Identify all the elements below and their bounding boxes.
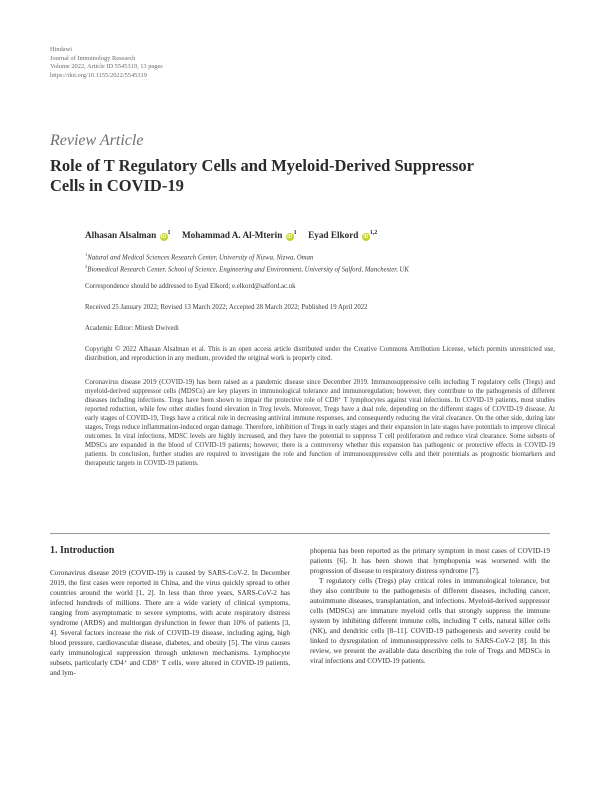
section-divider xyxy=(50,533,550,534)
abstract: Coronavirus disease 2019 (COVID-19) has been raised as a pandemic disease since December 2019. Immunosuppressive cells including T regulatory cells (Tregs) and myeloid-derived suppressor cells (MDSCs) are key players in immunological tolerance and immunoregulation; however, they contribute to the pathogenesis of different diseases including infections. Tregs have been shown to impair the protective role of CD8⁺ T lymphocytes against viral infections. In COVID-19 patients, most studies reported reduction, while few other studies found elevation in Treg levels. Moreover, Tregs have a dual role, depending on the different stages of COVID-19 disease. At early stages of COVID-19, Tregs have a critical role in decreasing antiviral immune responses, and consequently reducing the viral clearance. On the other side, during late stages, Tregs reduce inflammation-induced organ damage. Therefore, inhibition of Tregs in early stages and their expansion in late stages have potentials to improve clinical outcomes. In viral infections, MDSC levels are highly increased, and they have the potential to suppress T cell proliferation and reduce viral clearance. Some subsets of MDSCs are expanded in the blood of COVID-19 patients; however, there is a controversy whether this expansion has pathogenic or protective effects in COVID-19 patients. In conclusion, further studies are required to investigate the role and function of immunosuppressive cells and their potentials as prognostic biomarkers and therapeutic targets in COVID-19 patients. xyxy=(85,379,555,467)
author-name[interactable]: Mohammad A. Al-Mterin xyxy=(182,230,283,241)
affiliations xyxy=(85,250,555,275)
affiliation: $^2$Biomedical Research Center, School of Science, Engineering and Environment, University of Salford, Manchester, UK xyxy=(85,264,409,274)
paragraph: phopenia has been reported as the primary symptom in most cases of COVID-19 patients [6]. It has been shown that lymphopenia was worsened with the progression of disease to respiratory distress syndrome [7]. xyxy=(310,547,550,575)
publication-dates: Received 25 January 2022; Revised 13 March 2022; Accepted 28 March 2022; Published 19 April 2022 xyxy=(85,304,368,311)
author-list xyxy=(85,230,555,241)
title-line-1: Role of T Regulatory Cells and Myeloid-Derived Suppressor xyxy=(50,156,474,175)
author-name[interactable]: Eyad Elkord xyxy=(308,230,359,241)
author-affil-sup: 1,2 xyxy=(369,230,378,236)
correspondence: Correspondence should be addressed to Eyad Elkord; e.elkord@salford.ac.uk xyxy=(85,283,296,290)
title-line-2: Cells in COVID-19 xyxy=(50,176,184,195)
article-type: Review Article xyxy=(50,132,144,149)
author-name[interactable]: Alhasan Alsalman xyxy=(85,230,157,241)
orcid-icon[interactable]: iD xyxy=(161,234,167,241)
copyright-notice: Copyright © 2022 Alhasan Alsalman et al. This is an open access article distributed under the Creative Commons Attribution License, which permits unrestricted use, distribution, and reproduction in any medium, provided the original work is properly cited. xyxy=(85,346,555,362)
orcid-icon[interactable]: iD xyxy=(363,234,369,241)
affiliation: $^1$Natural and Medical Sciences Research Center, University of Nizwa, Nizwa, Oman xyxy=(85,252,314,262)
doi-link[interactable]: https://doi.org/10.1155/2022/5545319 xyxy=(50,71,147,79)
journal-info xyxy=(50,46,310,80)
article-title xyxy=(50,156,550,196)
academic-editor: Academic Editor: Mitesh Dwivedi xyxy=(85,325,179,332)
section-heading: 1. Introduction xyxy=(50,545,115,556)
orcid-icon[interactable]: iD xyxy=(287,234,293,241)
volume-line: Volume 2022, Article ID 5545319, 13 pages xyxy=(50,63,163,71)
column-right xyxy=(310,546,550,666)
column-left xyxy=(50,544,290,678)
paragraph: Coronavirus disease 2019 (COVID-19) is caused by SARS-CoV-2. In December 2019, the first cases were reported in China, and the virus quickly spread to other countries around the world [1, 2]. In less than three years, SARS-CoV-2 has infected hundreds of millions. There are a wide variety of clinical symptoms, ranging from asymptomatic to severe symptoms, with acute respiratory distress syndrome (ARDS) and multiorgan dysfunction in fewer than 10% of patients [3, 4]. Several factors increase the risk of COVID-19 disease, including aging, high blood pressure, cardiovascular disease, diabetes, and obesity [5]. The virus causes early immunological suppression through unknown mechanisms. Lymphocyte subsets, particularly CD4⁺ and CD8⁺ T cells, were altered in COVID-19 patients, and lym- xyxy=(50,569,290,677)
publisher-name: Hindawi xyxy=(50,46,73,53)
author-affil-sup: 1 xyxy=(293,230,297,236)
paragraph: T regulatory cells (Tregs) play critical roles in immunological tolerance, but they also contribute to the pathogenesis of different diseases, including cancer, autoimmune diseases, transplantation, and infections. Myeloid-derived suppressor cells (MDSCs) are immature myeloid cells that strongly suppress the immune system by inhibiting different immune cells, including T cells, natural killer cells (NK), and dendritic cells [8–11]. COVID-19 pathogenesis and severity could be linked to dysregulation of immunosuppressive cells to SARS-CoV-2 [8]. In this review, we present the available data describing the role of Tregs and MDSCs in viral infections and COVID-19 patients. xyxy=(310,577,550,665)
journal-name: Journal of Immunology Research xyxy=(50,54,136,62)
author-affil-sup: 1 xyxy=(167,230,171,236)
